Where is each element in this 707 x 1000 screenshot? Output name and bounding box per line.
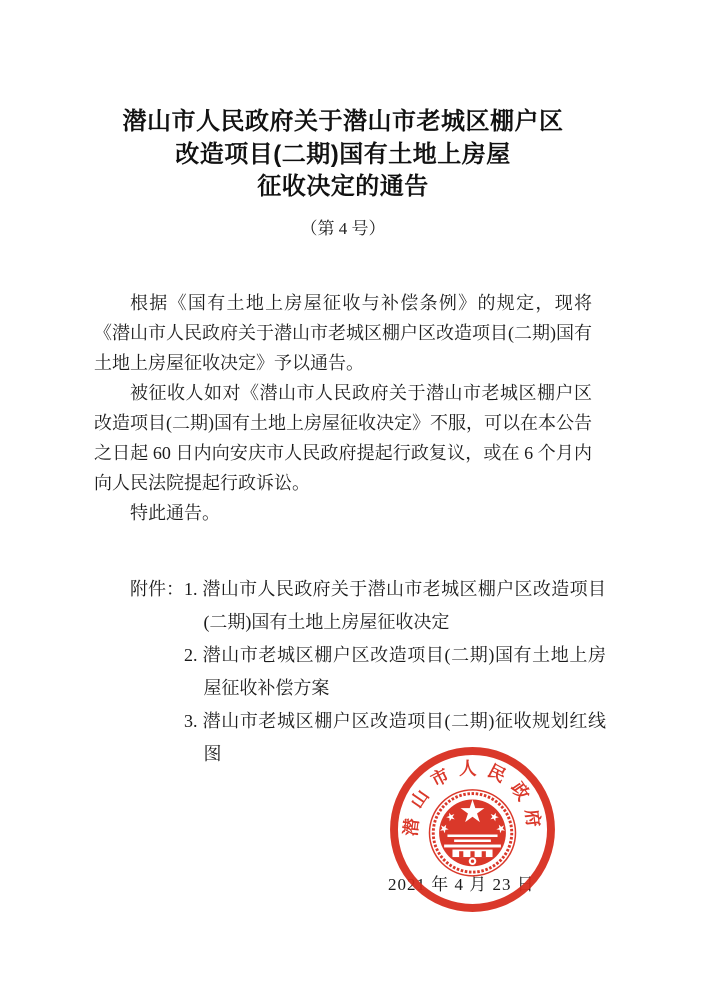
title-line-2: 改造项目(二期)国有土地上房屋 bbox=[175, 140, 511, 168]
attachment-item-1-number: 1. bbox=[184, 578, 203, 599]
document-number: （第 4 号） bbox=[300, 218, 386, 238]
attachment-item-1 bbox=[184, 573, 606, 639]
attachments-list bbox=[184, 573, 606, 771]
official-seal bbox=[389, 746, 556, 913]
seal-text: 潜山市人民政府 bbox=[400, 758, 545, 838]
national-emblem-icon bbox=[429, 790, 515, 876]
attachments-section bbox=[130, 573, 607, 771]
attachment-item-1-text: 潜山市人民政府关于潜山市老城区棚户区改造项目(二期)国有土地上房屋征收决定 bbox=[202, 578, 607, 632]
attachment-item-2-text: 潜山市老城区棚户区改造项目(二期)国有土地上房屋征收补偿方案 bbox=[202, 644, 606, 698]
paragraph-appeal-rights: 被征收人如对《潜山市人民政府关于潜山市老城区棚户区改造项目(二期)国有土地上房屋征收决定》不服，可以在本公告之日起 60 日内向安庆市人民政府提起行政复议，或在 6 个月内向人民法院提起行政诉讼。 bbox=[94, 382, 592, 493]
attachment-item-2-number: 2. bbox=[184, 644, 203, 665]
title-line-1: 潜山市人民政府关于潜山市老城区棚户区 bbox=[122, 108, 564, 135]
attachment-item-3-number: 3. bbox=[184, 710, 203, 731]
document-content bbox=[0, 106, 707, 771]
attachment-item-3-text: 潜山市老城区棚户区改造项目(二期)征收规划红线图 bbox=[202, 710, 606, 764]
paragraph-closing: 特此通告。 bbox=[130, 502, 220, 523]
document-title bbox=[94, 106, 592, 204]
paragraph-basis: 根据《国有土地上房屋征收与补偿条例》的规定，现将《潜山市人民政府关于潜山市老城区棚户区改造项目(二期)国有土地上房屋征收决定》予以通告。 bbox=[94, 292, 592, 373]
document-body bbox=[94, 288, 592, 528]
attachments-label: 附件： bbox=[130, 578, 184, 599]
attachment-item-2 bbox=[184, 639, 606, 705]
title-line-3: 征收决定的通告 bbox=[257, 173, 429, 200]
issue-date: 2021 年 4 月 23 日 bbox=[388, 875, 535, 894]
